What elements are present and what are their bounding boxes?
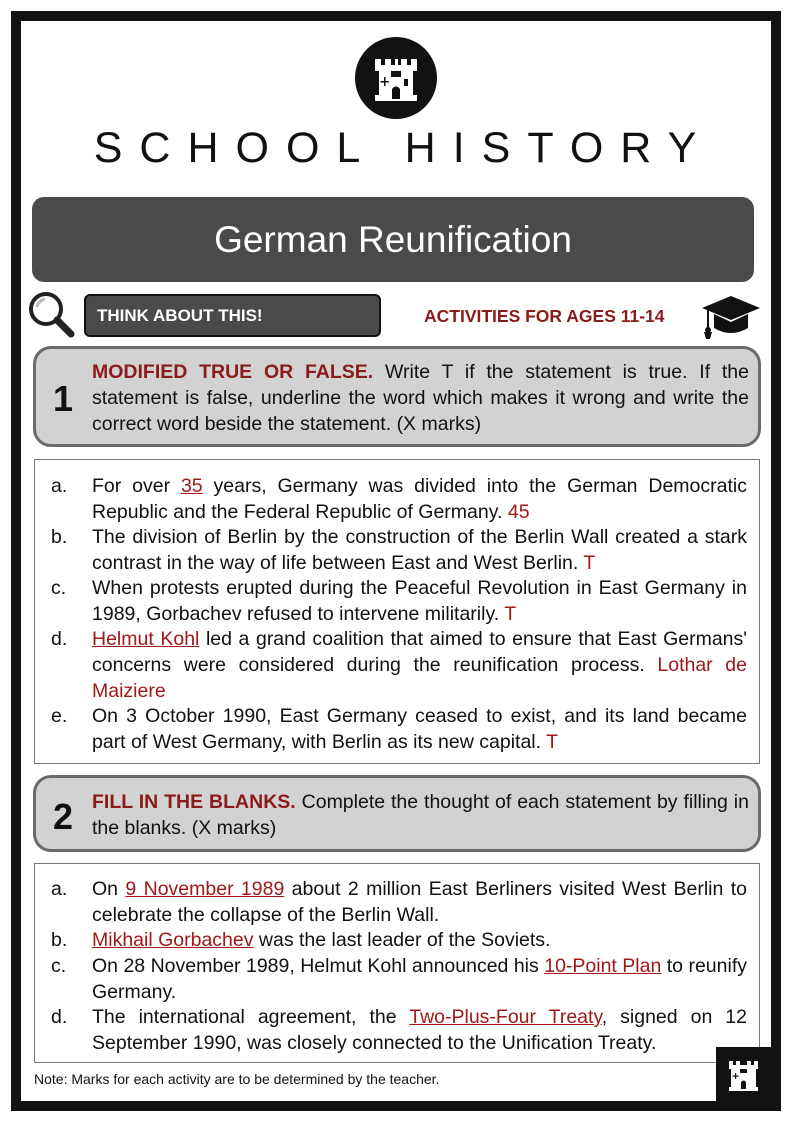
answer: T xyxy=(504,603,517,625)
task-2-answers xyxy=(34,863,760,1063)
blank-answer: Two-Plus-Four Treaty xyxy=(409,1006,602,1028)
item-text: to reunify Germany. xyxy=(92,955,748,1003)
item-letter: a. xyxy=(51,878,68,900)
blank-answer: Mikhail Gorbachev xyxy=(92,929,254,951)
page-title: German Reunification xyxy=(32,197,754,282)
blank-answer: 10-Point Plan xyxy=(544,955,662,977)
ages-label: ACTIVITIES FOR AGES 11-14 xyxy=(424,306,665,326)
underlined-word: Helmut Kohl xyxy=(92,628,200,650)
task-1-box xyxy=(33,346,761,447)
task-number: 1 xyxy=(53,378,74,419)
item-text: was the last leader of the Soviets. xyxy=(253,929,551,951)
brand-title: SCHOOL HISTORY xyxy=(93,124,714,172)
item-letter: a. xyxy=(51,475,68,497)
item-letter: b. xyxy=(51,526,68,548)
task-2-box xyxy=(33,775,761,852)
answer: Lothar de Maiziere xyxy=(92,654,747,702)
footer-note xyxy=(34,1071,439,1087)
item-letter: d. xyxy=(51,1006,68,1028)
item-letter: e. xyxy=(51,705,68,727)
item-letter: c. xyxy=(51,577,67,599)
item-text: For over xyxy=(92,475,181,497)
task-label: MODIFIED TRUE OR FALSE. xyxy=(92,361,374,383)
corner-castle-icon xyxy=(716,1047,771,1101)
item-text: When protests erupted during the Peaceful Revolution in East Germany in 1989, Gorbachev refused to intervene militarily. xyxy=(92,577,747,625)
item-text: On 28 November 1989, Helmut Kohl announced his xyxy=(92,955,545,977)
item-letter: b. xyxy=(51,929,68,951)
task-instructions xyxy=(92,359,749,437)
blank-answer: 9 November 1989 xyxy=(125,878,285,900)
note-label: Note: xyxy=(34,1071,68,1087)
castle-icon xyxy=(355,37,437,119)
item-text: led a grand coalition that aimed to ensure that East Germans' concerns were considered during the reunification process. xyxy=(92,628,747,676)
task-number: 2 xyxy=(53,796,74,837)
item-text: The international agreement, the xyxy=(92,1006,410,1028)
item-text: about 2 million East Berliners visited West Berlin to celebrate the collapse of the Berlin Wall. xyxy=(92,878,747,926)
item-text: The division of Berlin by the construction of the Berlin Wall created a stark contrast in the way of life between East and West Berlin. xyxy=(92,526,747,574)
item-text: On 3 October 1990, East Germany ceased to exist, and its land became part of West Germany, with Berlin as its new capital. xyxy=(92,705,747,753)
underlined-word: 35 xyxy=(180,475,203,497)
graduation-cap-icon xyxy=(700,292,762,340)
think-about-this-label: THINK ABOUT THIS! xyxy=(84,294,381,337)
item-text: On xyxy=(92,878,126,900)
answer: T xyxy=(583,552,596,574)
task-instruction-text: Write T if the statement is true. If the statement is false, underline the word which makes it wrong and write the correct word beside the statement. (X marks) xyxy=(92,361,749,435)
magnifier-icon xyxy=(26,289,76,339)
answer: T xyxy=(546,731,559,753)
item-letter: c. xyxy=(51,955,67,977)
item-text: years, Germany was divided into the German Democratic Republic and the Federal Republic of Germany. xyxy=(92,475,747,523)
task-label: FILL IN THE BLANKS. xyxy=(92,791,296,813)
task-instruction-text: Complete the thought of each statement by filling in the blanks. (X marks) xyxy=(92,791,749,839)
answer: 45 xyxy=(507,501,530,523)
task-1-answers xyxy=(34,459,760,764)
item-text: , signed on 12 September 1990, was closely connected to the Unification Treaty. xyxy=(92,1006,747,1054)
task-instructions xyxy=(92,789,749,841)
item-letter: d. xyxy=(51,628,68,650)
note-text: Marks for each activity are to be determined by the teacher. xyxy=(67,1071,440,1087)
